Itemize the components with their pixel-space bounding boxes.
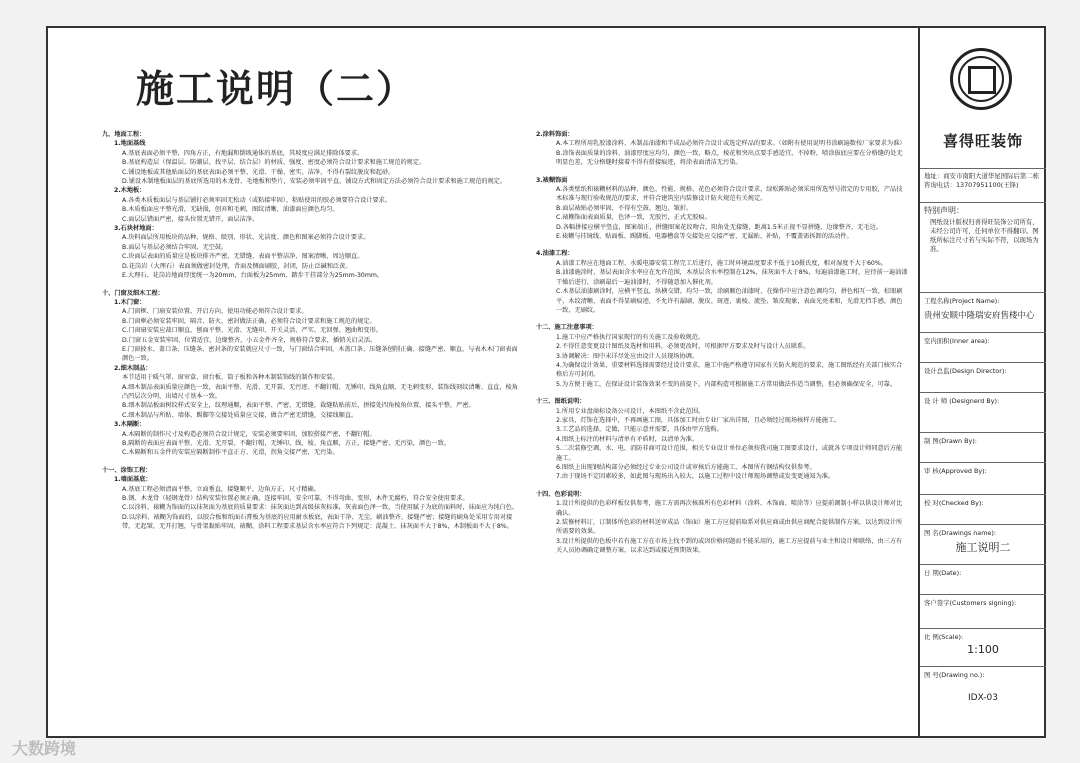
company-address: 地址：商安市南阳大道华星国际后第二栋 bbox=[924, 172, 1040, 180]
section-heading: 4.油漆工程： bbox=[536, 250, 574, 258]
note-item: A.块料面层所用板块的品种、规格、级别、形状、光洁度、颜色和图案必须符合设计要求。 bbox=[122, 234, 370, 242]
note-item: B.钢、木龙骨（轻钢龙骨）结构安装位置必须正确，连接牢固，安全可靠，不得弯曲、变形，木件无腐朽，符合安全使用要求。 bbox=[122, 495, 469, 503]
note-item: E.大理石、花岗岩地面厚度统一为20mm，台面板为25mm，踏步干挂部分为25mm-30mm。 bbox=[122, 272, 384, 280]
date-cell bbox=[920, 564, 1046, 594]
area-cell bbox=[920, 332, 1046, 362]
subsection-heading: 1.木门窗： bbox=[114, 298, 146, 306]
note-item: B.细木制品板面树纹样式安全上，纹理通顺，表面平整、严密，无错缝，裁缝粘贴前后，拼接处四角棱角位置，接头平整，严密。 bbox=[122, 402, 475, 410]
section-heading: 十三、图纸说明： bbox=[536, 398, 586, 406]
date-label: 日 期(Date): bbox=[924, 569, 962, 577]
number-value: IDX-03 bbox=[967, 693, 998, 703]
note-item: B.油漆施涂时，基层表面含水率应在允许范围，木基层含水率控制在12%，抹灰面不大于8%，每遍油漆施工时，应待前一遍油漆干燥后进行，涂刷最后一遍油漆时，不得随意加入催化剂。 bbox=[556, 269, 908, 286]
note-item: A.各类木质板面层与基层铺钉必须牢固无松动（或粘接牢固），粘贴使用的胶必须要符合设计要求。 bbox=[122, 196, 392, 204]
note-item: E.裱糊与挂镜线、贴面板、踢脚板、电器槽盒等交接处应交接严密，无漏贴、补贴，不覆盖需拆卸的活动件。 bbox=[556, 233, 853, 241]
note-item: 1.施工中应严格执行国家现行的有关施工及验收规范。 bbox=[556, 333, 705, 341]
note-item: 5.二次装修空调、水、电、消防非商可设计范围，相关专业设计单位必须按我司施工图要求设计，或就各专项设计师同意后方能施工。 bbox=[556, 445, 903, 462]
note-item: D.铺设木制地板面层的基底所选用的木龙骨，毛地板和垫片，安装必须牢固平直，铺设方式和固定方法必须符合设计要求和施工规范的规定。 bbox=[122, 178, 507, 186]
customer-cell bbox=[920, 594, 1046, 628]
note-item: 2.不得任意变更设计图纸及选材和用料，必须更改时，可根据甲方要求及时与设计人员联系。 bbox=[556, 343, 810, 351]
section-heading: 九、地面工程： bbox=[102, 131, 146, 138]
note-item: C.以涂料、裱糊为饰面的以抹灰面为基底的质量要求：抹灰面达到高级抹灰标准，灰表面色泽一致，当使用腻子为底的面料时，抹面应为纯白色。 bbox=[122, 504, 519, 512]
special-notice bbox=[920, 202, 1046, 292]
section-heading: 十、门窗及细木工程： bbox=[102, 289, 164, 297]
note-item: 2.家具、灯饰在选择中，不再画施工图，具体加工时由专业厂家出详图，且必须经过现场核样方能施工。 bbox=[556, 416, 841, 424]
drawing-name-cell bbox=[920, 524, 1046, 564]
note-item: A.基底表面必须平整，四角方正，有地漏和倒坡通体的基底，其坡度应满足排除体要求。 bbox=[122, 149, 364, 157]
note-item: A.本工程所用乳胶漆涂料、木制品油漆和半成品必须符合设计或选定样品的要求。（如附有使用说明书涂刷遍数按厂家要求为准） bbox=[556, 140, 906, 148]
company-logo bbox=[950, 48, 1012, 110]
note-item: A.各类壁纸和裱糊材料的品种、颜色、性能、规格、花色必须符合设计要求，绿松陈贴必须采用所选型号指定的专用胶，产品技术标准与现行验收规范的要求，并符合建筑室内装修设计防火规范有关规定。 bbox=[556, 186, 903, 203]
right-column bbox=[536, 130, 908, 556]
title-block bbox=[918, 28, 1046, 736]
scale-cell bbox=[920, 628, 1046, 666]
note-item: D.各幅拼接应横平竖直，图案端正，拼缝图案花纹吻合，阳角处无接缝，距离1.5米正视不显拼缝，边缘整齐，无毛边。 bbox=[556, 223, 882, 231]
note-item: C.铺设地板或其他贴面层的基底表面必须平整、光滑、干燥、密实、洁净，不得有裂纹脱皮和起砂。 bbox=[122, 168, 395, 176]
note-item: B.隔断的表面应表面平整、光滑、无开裂、不翻钉帽，无锤印，线、棱、角直顺，方正，接缝严密，无污染，颜色一致。 bbox=[122, 440, 450, 447]
approved-cell bbox=[920, 462, 1046, 494]
watermark: 大数跨境 bbox=[12, 739, 77, 758]
note-item: D.以涂料、裱糊为饰面的，以胶合板和纸面石膏板为基底的应用耐水板底，表面干净、无尘，刷油整齐，接缝严密；接缝的刷角处采用专用对接带，无起皱、无开打翘，与骨架黏贴牢固，裱糊、涂料工程要求基层含水率应符合下列规定：混凝土、抹灰面不大于8%，木制板面不大于8%。 bbox=[122, 513, 513, 531]
checked-cell bbox=[920, 494, 1046, 524]
note-item: 7.由于现场不定因素较多，如此图与现场出入较大，以施工过程中设计师现场调整或发变更通知为准。 bbox=[556, 473, 835, 481]
subsection-heading: 1.墙面基底： bbox=[114, 476, 152, 484]
company-name: 喜得旺装饰 bbox=[942, 132, 1023, 150]
note-item: 5.为方便于施工，在保证设计装饰效果不变的前提下，内部构造可根据施工方常用做法作适当调整，但必须确保安全、可靠。 bbox=[556, 380, 897, 388]
note-item: 3.协调解决：图中未详尽处应由设计人员现场协调。 bbox=[556, 352, 699, 360]
note-item: C.面层层错面严密，接头位置无错开，面层洁净。 bbox=[122, 215, 259, 223]
note-item: B.面层裱贴必须牢固，不得有空鼓、翘边、皱折。 bbox=[556, 204, 693, 212]
project-label: 工程名称(Project Name): bbox=[924, 297, 1000, 305]
scale-value: 1:100 bbox=[967, 643, 999, 656]
note-item: 6.图纸上出现钢结构部分必须经过专业公司设计或审核后方能施工，本图所有钢结构仅供参考。 bbox=[556, 464, 816, 471]
company-contact bbox=[920, 168, 1046, 202]
note-item: C.细木制品与所贴、墙体、踢脚等交接处质量应交接，做合严密无错缝，交接线顺直。 bbox=[122, 411, 358, 419]
note-item: B.基底构造层（保温层、防潮层、找平层、结合层）的材质、强度、密度必须符合设计要求和施工规范的规定。 bbox=[122, 159, 426, 167]
designer-label: 设 计 师 (Designerd By): bbox=[924, 397, 1000, 405]
director-cell bbox=[920, 362, 1046, 392]
note-item: 4.图纸上标注的材料与清单有矛盾时，以清单为准。 bbox=[556, 435, 699, 443]
subsection-heading: 3.石块材地面： bbox=[114, 225, 158, 233]
approved-label: 审 核(Approved By): bbox=[924, 467, 987, 475]
notice-text: 图纸设计版权归喜得旺装饰公司所有，未经公司许可，任何单位不得翻印。图纸所标注尺寸若与实际不符，以现场为准。 bbox=[930, 218, 1039, 253]
note-item: C.木隔断和五金件的安装应隔断制作平直正方、光滑，拐角交接严密，无污染。 bbox=[122, 449, 339, 457]
drawn-label: 制 图(Drawn By): bbox=[924, 437, 977, 445]
drawn-cell bbox=[920, 432, 1046, 462]
drawing-name-value: 施工说明二 bbox=[955, 541, 1011, 554]
scale-label: 比 例(Scale): bbox=[924, 633, 964, 641]
area-label: 室内面积(Inner area): bbox=[924, 337, 990, 345]
note-item: E.门窗披水、盖口条、压缝条、密封条的安装就应尺寸一致，与门窗结合牢固，木盖口条、压缝条刨削正确、接缝严密、顺直，与表木木门窗表面颜色一致。 bbox=[122, 345, 518, 363]
note-item: B.木质板面应平整光滑，无缺损，创弃和毛刺，图纹清晰，油漆面应颜色均匀。 bbox=[122, 206, 339, 214]
note-item: 1.设计所提供的色彩样板仅供参考，施工方需再次核准所有色彩材料（涂料、木饰面、喷涂等）应提前调制小样以供设计师对比确认。 bbox=[556, 500, 903, 517]
note-item: B.面层与基层必须结合牢固，无空鼓。 bbox=[122, 243, 228, 251]
section-heading: 十二、施工注意事项： bbox=[536, 324, 598, 332]
company-phone: 咨询电话：13707951100(王锋) bbox=[924, 181, 1019, 189]
director-label: 设计总监(Design Director): bbox=[924, 367, 1007, 375]
customer-label: 客户签字(Customers signing): bbox=[924, 599, 1017, 607]
note-item: 3.设计所提供的色板中若有施工方在市场上找不到的或因价格问题而不能采用的，施工方应提前与业主和设计师联络，由三方有关人员协调确定调整方案，以求达到或接近预期效果。 bbox=[556, 537, 903, 555]
note-item: C.门窗扇安装应裁口顺直，刨面平整、光滑、无缝印、开关灵活、严实、无回弹、翘曲和变形。 bbox=[122, 327, 382, 335]
note-item: B.门窗框必须安装牢固，隔音、防火、密封做法正确，必须符合设计要求和施工规范的规定。 bbox=[122, 317, 376, 325]
drawing-sheet bbox=[46, 26, 1046, 738]
subsection-heading: 1.地面基线 bbox=[114, 140, 146, 148]
page-title: 施工说明（二） bbox=[136, 67, 417, 111]
subsection-heading: 2.木地板： bbox=[114, 187, 146, 195]
note-item: 1.所用专业盘商标设备公司设计，本图纸不含此范围。 bbox=[556, 407, 705, 415]
section-heading: 十一、涂饰工程： bbox=[102, 466, 152, 474]
note-item: A.细木制品表面质量应颜色一致，表面平整、光滑、无开裂、无污迹、不翻钉帽、无锤印，线角直顺，无毛刺变形，装饰线刻纹清晰、直直，棱角凸凹层次分明，出墙尺寸基本一致。 bbox=[122, 383, 518, 400]
left-column bbox=[102, 130, 522, 532]
subsection-heading: 3.木隔断： bbox=[114, 421, 146, 429]
project-name-cell bbox=[920, 292, 1046, 332]
notes-area bbox=[48, 28, 918, 736]
note-item: C.块面层表面的质量应是板块排齐严密、无错缝、表面平整洁净、图案清晰、周边顺直。 bbox=[122, 253, 364, 261]
drawing-name-label: 图 名(Drawings name): bbox=[924, 529, 997, 537]
note-item: C.木基层油漆刷涂时，应横平竖直，纵横交错，均匀一致，涂刷顺色油漆时，在操作中应注意色调均匀，拼色相互一致，棕眼刷平、木纹清晰，表面不得显刷痕迹，不允许有漏刷、脱皮、斑迹、裹棱、流坠、皱皮现象，表面光亮柔和，光滑无挡手感，颜色一致，无刷纹。 bbox=[556, 288, 903, 314]
number-label: 图 号(Drawing no.): bbox=[924, 671, 985, 679]
drawing-number-cell bbox=[920, 666, 1046, 736]
note-item: 4.为确保设计效果，重要材料选择需要经过设计要求，施工中施严格遵守国家有关防火规范的要求，施工图纸经有关部门核实合格后方可封闭。 bbox=[556, 361, 903, 379]
note-item: 3.工艺品的选择，定做，只能示意并需要，具体由甲方选购。 bbox=[556, 426, 723, 434]
note-item: C.裱糊饰面表面质量，色泽一致，无胶污，正式无胶痕。 bbox=[556, 214, 711, 222]
designer-cell bbox=[920, 392, 1046, 432]
note-item: B.涂饰表面质量的涂料、油漆厚度应均匀，颜色一致，略点，棱花和突出点要手感适宜，不掉粉，喷涂拔底应要在分格缝的处无明显色差，无分格缝时接着不得有搭接痕迹，将涂表面清洁无污染。 bbox=[556, 149, 903, 167]
note-item: A.基底工程必须清面平整，立面垂直，接缝顺平，边角方正，尺寸精确。 bbox=[122, 485, 320, 493]
note-item: 本节适用于暖气罩、窗帘盒、窗台板、筒子板和各种木制装饰线的制作和安装。 bbox=[122, 374, 339, 382]
notice-label: 特别声明： bbox=[924, 206, 964, 215]
section-heading: 十四、色彩说明： bbox=[536, 490, 586, 498]
note-item: A.油漆工程应在地面工程、水暖电器安装工程完工后进行，施工时环境温度要求不低于10摄氏度，相对湿度不大于60%。 bbox=[556, 259, 887, 267]
note-item: A.木隔断的制作尺寸及构造必须符合设计规定，安装必须要牢固，加胶搭接严密，不翻钉帽。 bbox=[122, 430, 376, 438]
note-item: 2.装修材料订，订制体所色彩的材料送审成品（饰面）施工方应提前取系对供应商或由供应商配合提供制作方案，以达到设计所所需要的效果。 bbox=[556, 519, 903, 536]
section-heading: 3.裱糊饰面 bbox=[536, 176, 568, 184]
note-item: D.花岗岩（大理石）表面须做密封处理，背面及侧面刷胶，封闭，防止泛碱和泛黄。 bbox=[122, 262, 352, 270]
section-heading: 2.涂料饰面： bbox=[536, 131, 574, 138]
project-value: 贵州安顺中隆瑞安府售楼中心 bbox=[924, 311, 1035, 321]
note-item: A.门窗框、门扇安装位置、开启方向、使用功能必须符合设计要求。 bbox=[122, 308, 308, 316]
checked-label: 校 对(Checked By): bbox=[924, 499, 984, 507]
note-item: D.门窗五金安装牢固，位置适宜，边缘整齐，小五金件齐全，规格符合要求，插销关启灵活。 bbox=[122, 336, 377, 344]
subsection-heading: 2.细木制品： bbox=[114, 364, 152, 372]
